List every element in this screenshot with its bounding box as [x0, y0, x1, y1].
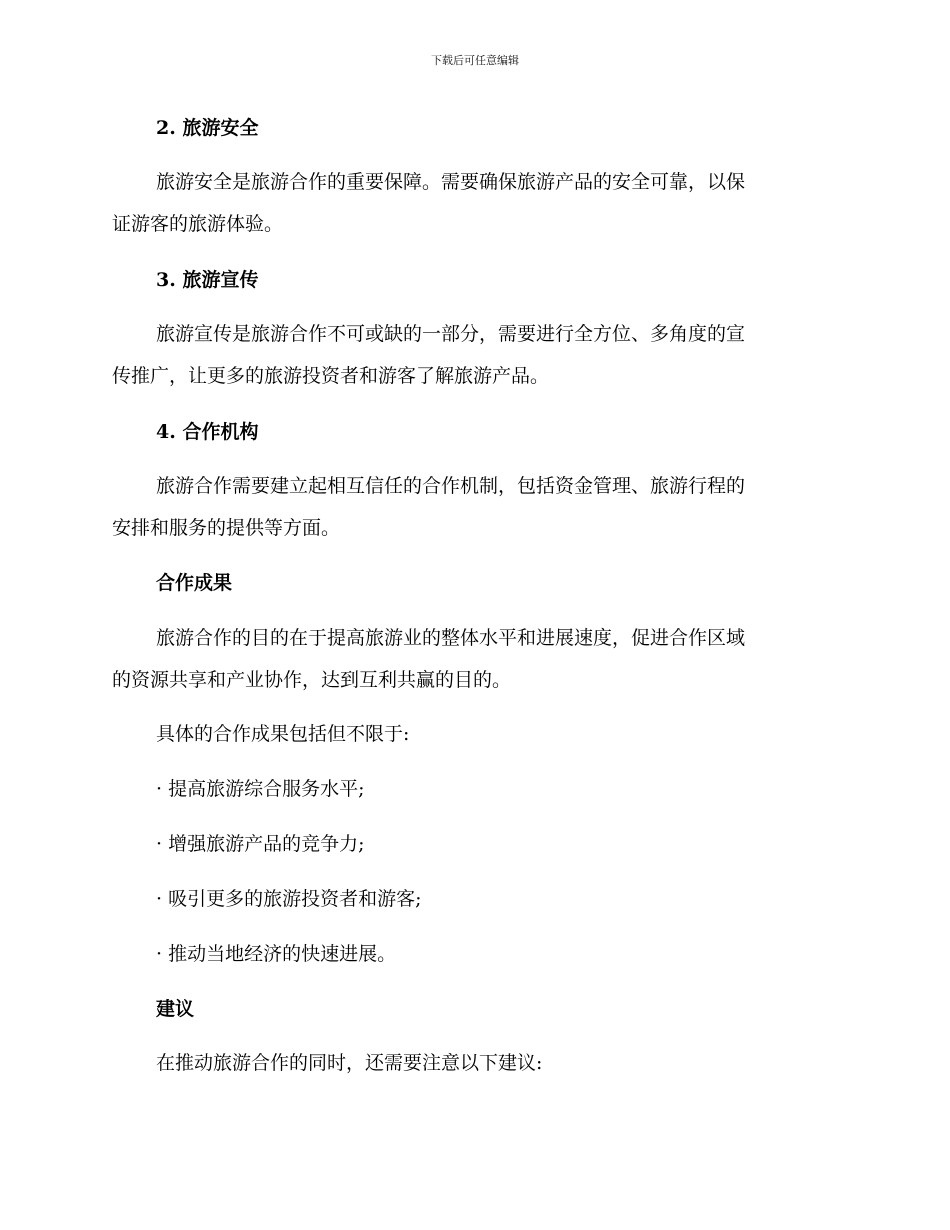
page-header: 下载后可任意编辑	[431, 54, 519, 67]
paragraph-line: 旅游宣传是旅游合作不可或缺的一部分，需要进行全方位、多角度的宣	[156, 323, 746, 345]
paragraph-line: 旅游合作的目的在于提高旅游业的整体水平和进展速度，促进合作区域	[156, 627, 746, 649]
results-intro: 具体的合作成果包括但不限于:	[156, 723, 410, 745]
paragraph-cooperation-mechanism	[112, 465, 832, 549]
paragraph-line: 的资源共享和产业协作，达到互利共赢的目的。	[112, 669, 512, 691]
list-item: · 增强旅游产品的竞争力;	[156, 833, 365, 855]
section-heading-travel-promotion: 3. 旅游宣传	[156, 269, 259, 291]
section-heading-cooperation-mechanism: 4. 合作机构	[156, 421, 259, 443]
section-heading-cooperation-results: 合作成果	[156, 572, 233, 594]
section-heading-travel-safety: 2. 旅游安全	[156, 117, 259, 139]
paragraph-line: 旅游安全是旅游合作的重要保障。需要确保旅游产品的安全可靠，以保	[156, 171, 746, 193]
paragraph-line: 证游客的旅游体验。	[112, 213, 284, 235]
list-item: · 推动当地经济的快速进展。	[156, 943, 397, 965]
paragraph-line: 安排和服务的提供等方面。	[112, 517, 341, 539]
paragraph-line: 旅游合作需要建立起相互信任的合作机制，包括资金管理、旅游行程的	[156, 475, 746, 497]
paragraph-travel-safety	[112, 161, 832, 245]
section-heading-suggestions: 建议	[156, 998, 195, 1020]
list-item: · 提高旅游综合服务水平;	[156, 778, 365, 800]
suggestions-intro: 在推动旅游合作的同时，还需要注意以下建议:	[156, 1052, 543, 1074]
paragraph-line: 传推广，让更多的旅游投资者和游客了解旅游产品。	[112, 365, 550, 387]
paragraph-cooperation-results	[112, 617, 832, 701]
list-item: · 吸引更多的旅游投资者和游客;	[156, 888, 422, 910]
paragraph-travel-promotion	[112, 313, 832, 397]
